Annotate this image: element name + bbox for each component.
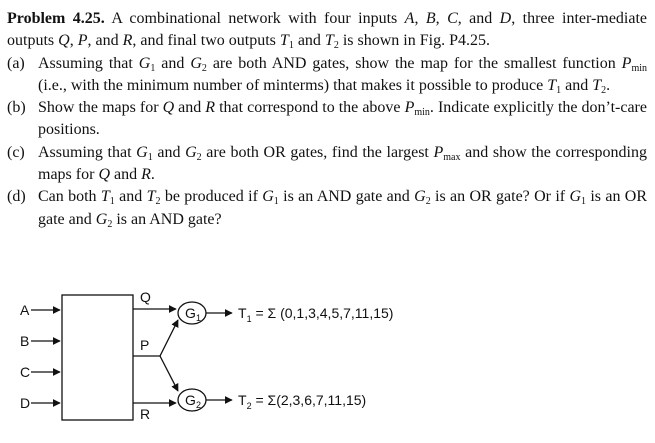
p-branch-top [160, 320, 178, 356]
item-c [7, 142, 647, 187]
input-label-b: B [20, 333, 30, 349]
item-body: Assuming that $G_1$ and $G_2$ are both AND gates, show the map for the smallest function $P_{min}$ (i.e., with the minimum number of minterms) that makes it possible to produce $T_1$ and $T_2$. [38, 54, 647, 96]
q-label: Q [140, 289, 151, 305]
input-label-a: A [20, 302, 30, 318]
output-t2: $T_2 = \Sigma(2,3,6,7,11,15)$ [238, 392, 367, 411]
gate-g1-letter: G [185, 305, 196, 321]
p-label: P [140, 337, 150, 353]
item-label: (c) [7, 143, 25, 161]
r-label: R [140, 406, 151, 422]
output-t1: $T_1 = \Sigma$ (0,1,3,4,5,7,11,15) [238, 305, 394, 324]
item-a [7, 53, 647, 98]
item-body: Assuming that $G_1$ and $G_2$ are both OR gates, find the largest $P_{max}$ and show the corresponding maps for Q and R. [38, 143, 647, 184]
problem-statement: Problem 4.25. A combinational network with four inputs A, B, C, and D, three inter-mediate outputs Q, P, and R, and final two outputs $T_1$ and $T_2$ is shown in Fig. P4.25. [7, 10, 648, 52]
item-label: (b) [7, 99, 26, 117]
p-branch-bottom [160, 356, 178, 391]
item-body: Can both $T_1$ and $T_2$ be produced if $G_1$ is an AND gate and $G_2$ is an OR gate? Or if $G_1$ is an OR gate and $G_2$ is an AND gate? [38, 188, 648, 230]
item-d [7, 186, 647, 231]
problem-label: Problem 4.25. [7, 10, 105, 27]
gate-g1-sub: 1 [196, 313, 202, 323]
problem-text [7, 8, 647, 231]
gate-g2-sub: 2 [196, 400, 202, 410]
item-label: (a) [7, 54, 25, 72]
gate-g2-letter: G [185, 392, 196, 408]
item-b [7, 97, 647, 142]
item-label: (d) [7, 188, 26, 206]
network-box [62, 295, 133, 420]
input-label-d: D [20, 395, 31, 411]
input-label-c: C [20, 364, 31, 380]
circuit-figure [0, 280, 655, 440]
item-body: Show the maps for Q and R that correspond to the above $P_{min}$. Indicate explicitly the don’t-care positions. [38, 99, 647, 139]
